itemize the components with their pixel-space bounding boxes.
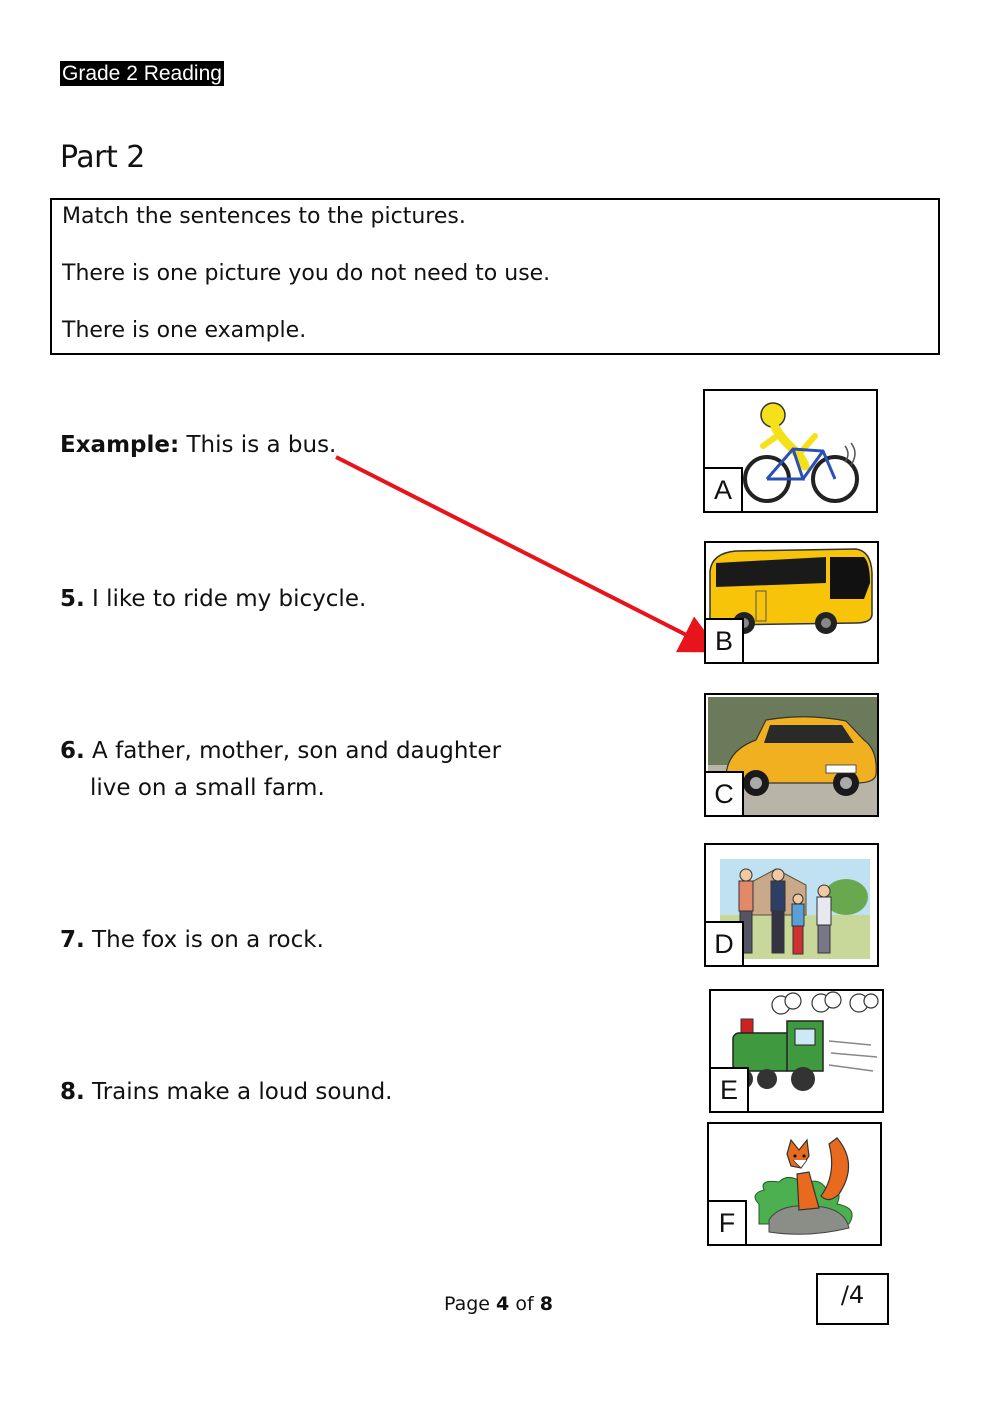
picture-letter: F (707, 1200, 747, 1246)
current-page: 4 (496, 1293, 510, 1315)
total-pages: 8 (539, 1293, 553, 1315)
score-box: /4 (816, 1273, 889, 1325)
page-number (444, 1293, 553, 1315)
instruction-line: Match the sentences to the pictures. (62, 204, 466, 229)
question-number: 5. (60, 586, 85, 612)
picture-letter: B (704, 618, 744, 664)
picture-e (709, 989, 884, 1113)
example-label: Example: (60, 432, 180, 458)
picture-letter: A (703, 467, 743, 513)
picture-letter: E (709, 1067, 749, 1113)
question-number: 8. (60, 1079, 85, 1105)
picture-b (704, 541, 879, 664)
picture-letter: D (704, 921, 744, 967)
question-6-continued: live on a small farm. (90, 775, 325, 801)
question-text: A father, mother, son and daughter (84, 738, 502, 764)
question-text: The fox is on a rock. (84, 927, 324, 953)
page-of: of (509, 1293, 540, 1315)
instruction-line: There is one example. (62, 318, 307, 343)
picture-c (704, 693, 879, 817)
question-text: Trains make a loud sound. (84, 1079, 393, 1105)
page-prefix: Page (444, 1293, 497, 1315)
picture-d (704, 843, 879, 967)
instruction-line: There is one picture you do not need to use. (62, 261, 551, 286)
example-text: This is a bus. (179, 432, 337, 458)
grade-label: Grade 2 Reading (62, 62, 222, 85)
picture-f (707, 1122, 882, 1246)
question-number: 7. (60, 927, 85, 953)
question-number: 6. (60, 738, 85, 764)
picture-a (703, 389, 878, 513)
picture-letter: C (704, 771, 744, 817)
part-title: Part 2 (60, 140, 145, 175)
question-text: I like to ride my bicycle. (84, 586, 367, 612)
